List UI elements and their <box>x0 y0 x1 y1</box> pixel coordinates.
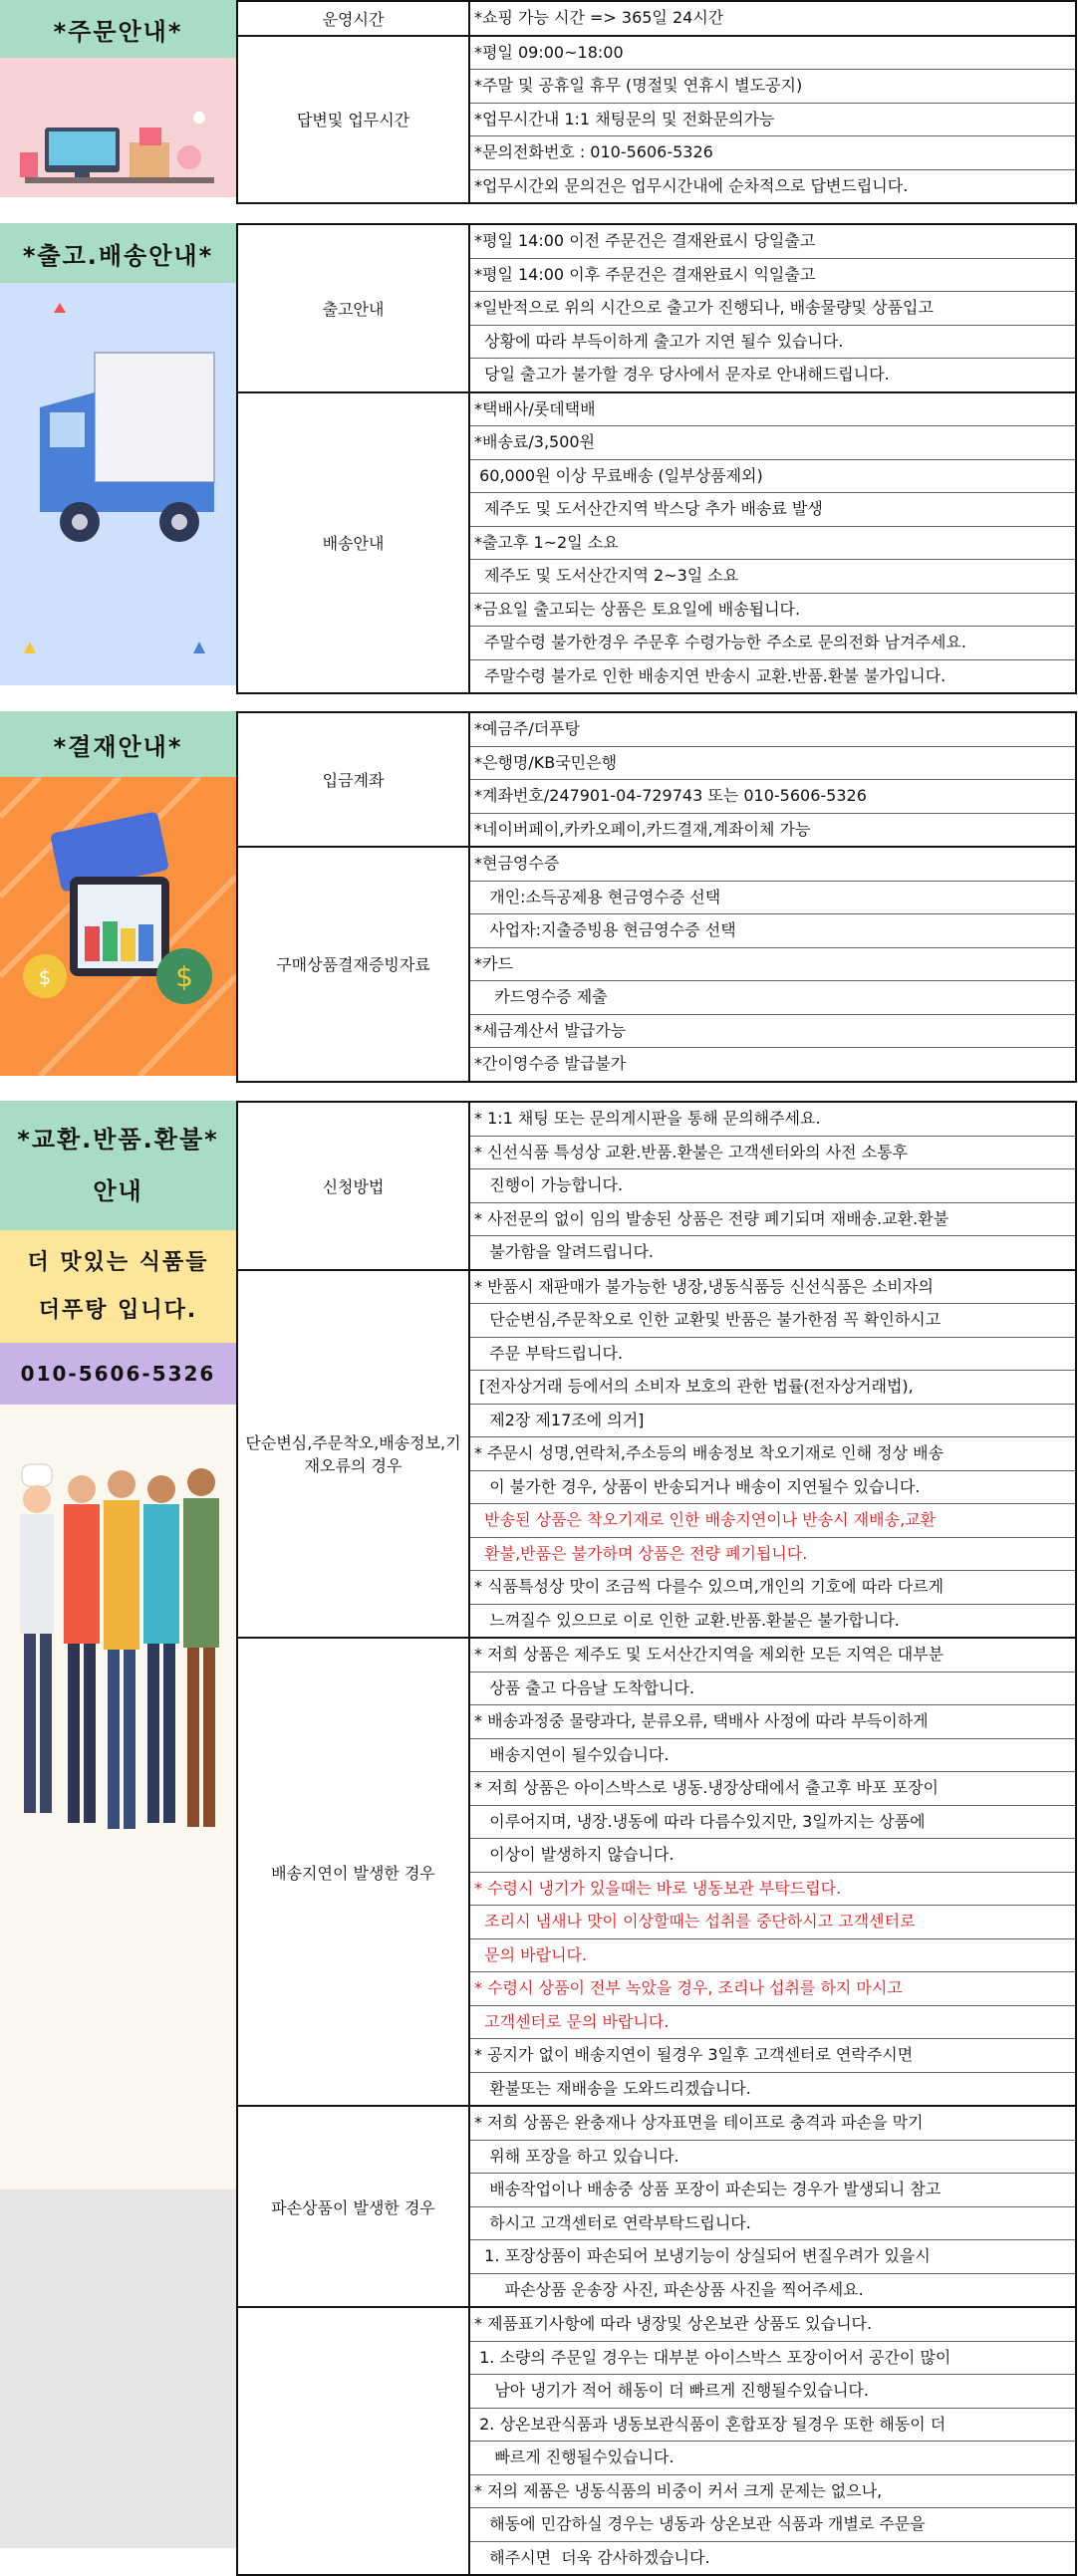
payment-illustration <box>0 777 236 1076</box>
content-line: *예금주/더푸탕 <box>470 713 1075 747</box>
svg-text:$: $ <box>175 960 193 993</box>
shipping-table <box>236 223 1077 694</box>
content-line: * 배송과정중 물량과다, 분류오류, 택배사 사정에 따라 부득이하게 <box>470 1705 1075 1739</box>
row-label: 배송안내 <box>237 392 469 694</box>
table-row <box>237 2106 1076 2307</box>
shipping-section <box>0 223 1078 685</box>
content-line: 제주도 및 도서산간지역 박스당 추가 배송료 발생 <box>470 493 1075 527</box>
content-line: 제주도 및 도서산간지역 2~3일 소요 <box>470 560 1075 594</box>
content-line: 주말수령 불가한경우 주문후 수령가능한 주소로 문의전화 남겨주세요. <box>470 627 1075 660</box>
content-line: 해동에 민감하실 경우는 냉동과 상온보관 식품과 개별로 주문을 <box>470 2508 1075 2542</box>
content-line: 불가함을 알려드립니다. <box>474 1242 654 1261</box>
content-line: *문의전화번호 : 010-5606-5326 <box>470 136 1075 170</box>
order-table <box>236 0 1077 204</box>
content-line: *일반적으로 위의 시간으로 출고가 진행되나, 배송물량및 상품입고 <box>470 292 1075 326</box>
content-line: 1. 소량의 주문일 경우는 대부분 아이스박스 포장이어서 공간이 많이 <box>470 2342 1075 2376</box>
refund-banner-title: *교환.반품.환불* <box>17 1126 219 1154</box>
refund-section <box>0 1101 1078 2567</box>
refund-illustration <box>0 1405 236 2190</box>
row-label: 배송지연이 발생한 경우 <box>237 1638 469 2106</box>
content-line: * 저의 제품은 냉동식품의 비중이 커서 크게 문제는 없으나, <box>470 2475 1075 2509</box>
content-line: * 반품시 재판매가 불가능한 냉장,냉동식품등 신선식품은 소비자의 <box>470 1271 1075 1305</box>
content-line-warning: 문의 바랍니다. <box>470 1939 1075 1973</box>
row-content <box>469 2106 1076 2307</box>
content-line-warning: 조리시 냄새나 맛이 이상할때는 섭취를 중단하시고 고객센터로 <box>470 1906 1075 1939</box>
phone-number: 010-5606-5326 <box>20 1362 216 1386</box>
refund-table <box>236 1101 1077 2576</box>
content-line: 파손상품 운송장 사진, 파손상품 사진을 찍어주세요. <box>474 2279 864 2299</box>
slogan-line: 더 맛있는 식품들 <box>27 1249 209 1275</box>
table-row <box>237 224 1076 392</box>
row-content <box>469 1 1076 36</box>
content-line: *택배사/롯데택배 <box>470 393 1075 427</box>
phone-banner <box>0 1343 236 1405</box>
shipping-banner <box>0 223 236 283</box>
content-line: 1. 포장상품이 파손되어 보냉기능이 상실되어 변질우려가 있을시 <box>470 2240 1075 2274</box>
row-content <box>469 224 1076 392</box>
content-line: * 식품특성상 맛이 조금씩 다를수 있으며,개인의 기호에 따라 다르게 <box>470 1571 1075 1605</box>
content-line: 개인:소득공제용 현금영수증 선택 <box>470 882 1075 915</box>
content-line: 하시고 고객센터로 연락부탁드립니다. <box>470 2207 1075 2241</box>
content-line: 주문 부탁드립니다. <box>470 1338 1075 1372</box>
row-label: 단순변심,주문착오,배송정보,기재오류의 경우 <box>237 1270 469 1639</box>
content-line: 배송지연이 될수있습니다. <box>470 1739 1075 1773</box>
refund-banner-subtitle: 안내 <box>93 1177 143 1205</box>
content-line: * 제품표기사항에 따라 냉장및 상온보관 상품도 있습니다. <box>470 2308 1075 2342</box>
refund-banner <box>0 1101 236 1230</box>
content-line: *세금계산서 발급가능 <box>470 1015 1075 1049</box>
row-content <box>469 392 1076 694</box>
content-line: 주말수령 불가로 인한 배송지연 반송시 교환.반품.환불 불가입니다. <box>474 665 946 685</box>
svg-text:$: $ <box>38 965 52 989</box>
refund-gray-panel <box>0 2190 236 2548</box>
row-label: 신청방법 <box>237 1102 469 1270</box>
row-content <box>469 847 1076 1082</box>
content-line: 상황에 따라 부득이하게 출고가 지연 될수 있습니다. <box>470 326 1075 360</box>
order-banner <box>0 0 236 58</box>
row-content <box>469 712 1076 847</box>
content-line: 느껴질수 있으므로 이로 인한 교환.반품.환불은 불가합니다. <box>474 1610 900 1630</box>
content-line: *쇼핑 가능 시간 => 365일 24시간 <box>474 8 724 27</box>
content-line: *평일 09:00~18:00 <box>470 37 1075 71</box>
content-line: *은행명/KB국민은행 <box>470 747 1075 781</box>
payment-table <box>236 711 1077 1083</box>
payment-illustration-icon <box>0 777 236 1076</box>
row-content <box>469 1102 1076 1270</box>
slogan-line: 더푸탕 입니다. <box>38 1297 198 1323</box>
content-line-warning: 반송된 상품은 착오기재로 인한 배송지연이나 반송시 재배송,교환 <box>470 1504 1075 1538</box>
table-row <box>237 1638 1076 2106</box>
payment-banner <box>0 711 236 777</box>
content-line: 카드영수증 제출 <box>470 981 1075 1015</box>
content-line: 위해 포장을 하고 있습니다. <box>470 2141 1075 2175</box>
content-line: *금요일 출고되는 상품은 토요일에 배송됩니다. <box>470 594 1075 628</box>
payment-banner-title: *결재안내* <box>53 732 183 761</box>
row-label <box>237 2307 469 2575</box>
row-content <box>469 2307 1076 2575</box>
content-line: * 저희 상품은 완충재나 상자표면을 테이프로 충격과 파손을 막기 <box>470 2107 1075 2141</box>
content-line: *업무시간내 1:1 채팅문의 및 전화문의가능 <box>470 104 1075 137</box>
content-line: 이루어지며, 냉장.냉동에 따라 다름수있지만, 3일까지는 상품에 <box>470 1806 1075 1840</box>
content-line: 진행이 가능합니다. <box>470 1169 1075 1203</box>
table-row <box>237 712 1076 847</box>
table-row <box>237 2307 1076 2575</box>
content-line: * 공지가 없이 배송지연이 될경우 3일후 고객센터로 연락주시면 <box>470 2039 1075 2073</box>
content-line: *평일 14:00 이후 주문건은 결재완료시 익일출고 <box>470 259 1075 293</box>
table-row <box>237 1 1076 36</box>
content-line: 해주시면 더욱 감사하겠습니다. <box>474 2547 710 2567</box>
content-line: *계좌번호/247901-04-729743 또는 010-5606-5326 <box>470 780 1075 814</box>
content-line: * 1:1 채팅 또는 문의게시판을 통해 문의해주세요. <box>470 1103 1075 1137</box>
row-label: 운영시간 <box>237 1 469 36</box>
row-label: 입금계좌 <box>237 712 469 847</box>
row-label: 파손상품이 발생한 경우 <box>237 2106 469 2307</box>
row-label: 구매상품결재증빙자료 <box>237 847 469 1082</box>
content-line: *배송료/3,500원 <box>470 426 1075 460</box>
table-row <box>237 1102 1076 1270</box>
content-line: *네이버페이,카카오페이,카드결재,계좌이체 가능 <box>474 819 811 839</box>
content-line: 배송작업이나 배송중 상품 포장이 파손되는 경우가 발생되니 참고 <box>470 2174 1075 2207</box>
content-line: *업무시간외 문의건은 업무시간내에 순차적으로 답변드립니다. <box>474 175 909 195</box>
content-line: 환불또는 재배송을 도와드리겠습니다. <box>474 2078 751 2098</box>
payment-section <box>0 711 1078 1076</box>
content-line: *카드 <box>470 948 1075 982</box>
content-line: 이 불가한 경우, 상품이 반송되거나 배송이 지연될수 있습니다. <box>470 1471 1075 1505</box>
order-banner-title: *주문안내* <box>53 17 183 46</box>
slogan-banner <box>0 1230 236 1343</box>
content-line: 단순변심,주문착오로 인한 교환및 반품은 불가한점 꼭 확인하시고 <box>470 1304 1075 1338</box>
content-line: 제2장 제17조에 의거] <box>470 1405 1075 1438</box>
content-line: 당일 출고가 불가할 경우 당사에서 문자로 안내해드립니다. <box>474 365 890 384</box>
content-line-warning: 환불,반품은 불가하며 상품은 전량 폐기됩니다. <box>470 1538 1075 1572</box>
table-row <box>237 847 1076 1082</box>
table-row <box>237 36 1076 204</box>
content-line-warning: * 수령시 냉기가 있을때는 바로 냉동보관 부탁드립다. <box>470 1873 1075 1907</box>
content-line: * 신선식품 특성상 교환.반품.환불은 고객센터와의 사전 소통후 <box>470 1137 1075 1170</box>
row-label: 답변및 업무시간 <box>237 36 469 204</box>
table-row <box>237 392 1076 694</box>
content-line: [전자상거래 등에서의 소비자 보호의 관한 법률(전자상거래법), <box>470 1371 1075 1405</box>
shipping-illustration <box>0 283 236 685</box>
order-section <box>0 0 1078 197</box>
content-line: *간이영수증 발급불가 <box>474 1054 627 1073</box>
content-line: 60,000원 이상 무료배송 (일부상품제외) <box>470 460 1075 494</box>
content-line: * 저희 상품은 아이스박스로 냉동.냉장상태에서 출고후 바포 포장이 <box>470 1772 1075 1806</box>
row-content <box>469 1638 1076 2106</box>
table-row <box>237 1270 1076 1639</box>
content-line: 이상이 발생하지 않습니다. <box>470 1839 1075 1873</box>
row-content <box>469 36 1076 204</box>
content-line: * 저희 상품은 제주도 및 도서산간지역을 제외한 모든 지역은 대부분 <box>470 1639 1075 1673</box>
content-line: 사업자:지출증빙용 현금영수증 선택 <box>470 914 1075 948</box>
content-line: *주말 및 공휴일 휴무 (명절및 연휴시 별도공지) <box>470 70 1075 104</box>
content-line: *평일 14:00 이전 주문건은 결재완료시 당일출고 <box>470 225 1075 259</box>
people-illustration-icon <box>0 1405 236 2190</box>
content-line: *출고후 1~2일 소요 <box>470 527 1075 561</box>
content-line: 2. 상온보관식품과 냉동보관식품이 혼합포장 될경우 또한 해동이 더 <box>470 2409 1075 2443</box>
content-line: 빠르게 진행될수있습니다. <box>470 2442 1075 2475</box>
row-label: 출고안내 <box>237 224 469 392</box>
order-illustration <box>0 58 236 197</box>
content-line: * 주문시 성명,연락처,주소등의 배송정보 착오기재로 인해 정상 배송 <box>470 1437 1075 1471</box>
content-line: * 사전문의 없이 임의 발송된 상품은 전량 폐기되며 재배송.교환.환불 <box>470 1203 1075 1237</box>
delivery-truck-icon <box>0 283 236 685</box>
content-line-warning: 고객센터로 문의 바랍니다. <box>470 2006 1075 2040</box>
shipping-banner-title: *출고.배송안내* <box>22 241 214 270</box>
content-line: 상품 출고 다음날 도착합니다. <box>470 1673 1075 1706</box>
content-line: 남아 냉기가 적어 해동이 더 빠르게 진행될수있습니다. <box>470 2375 1075 2409</box>
content-line: *현금영수증 <box>470 848 1075 882</box>
shopping-illustration-icon <box>0 58 236 197</box>
row-content <box>469 1270 1076 1639</box>
content-line-warning: * 수령시 상품이 전부 녹았을 경우, 조리나 섭취를 하지 마시고 <box>470 1972 1075 2006</box>
